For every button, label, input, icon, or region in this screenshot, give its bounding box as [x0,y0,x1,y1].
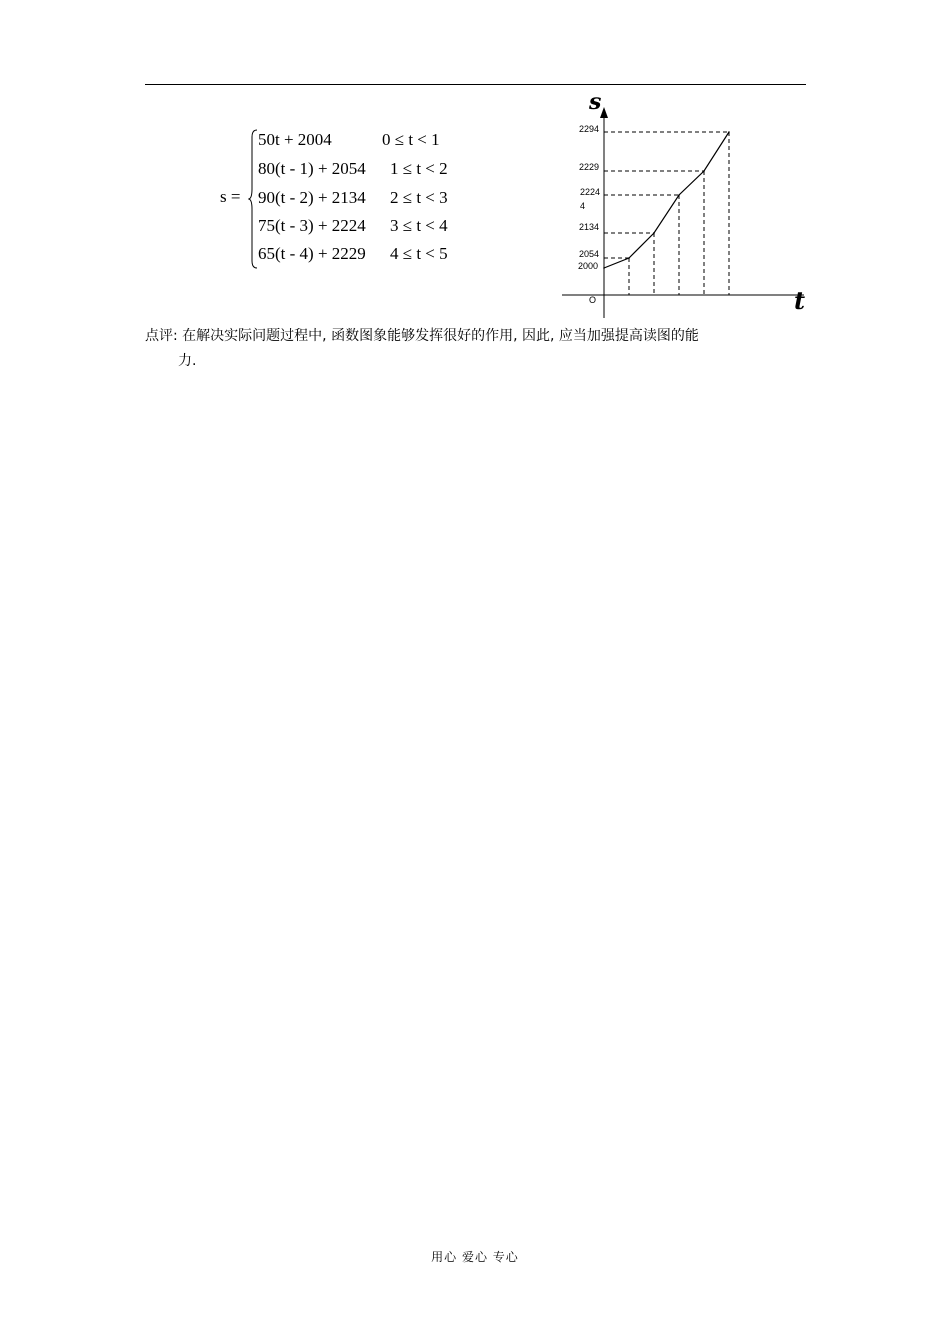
y-tick-label: 2054 [579,249,600,259]
data-point [653,232,655,234]
formula-expr: 90(t - 2) + 2134 [258,188,366,207]
y-tick-label: 2294 [579,124,600,134]
formula-condition: 4 ≤ t < 5 [390,244,448,263]
y-tick-label: 2229 [579,162,600,172]
formula-condition: 2 ≤ t < 3 [390,188,448,207]
y-tick-label: 2134 [579,222,600,232]
x-axis-label: t [794,286,806,315]
formula-expr: 80(t - 1) + 2054 [258,159,366,178]
comment-line: 力. [178,353,197,369]
data-point [728,131,730,133]
piecewise-formula [218,127,518,272]
formula-expr: 65(t - 4) + 2229 [258,244,366,263]
formula-condition: 1 ≤ t < 2 [390,159,448,178]
data-point [678,194,680,196]
y-tick-label: 4 [580,201,586,211]
formula-condition: 0 ≤ t < 1 [382,130,440,149]
data-point [603,267,605,269]
formula-lhs: s = [220,187,241,206]
y-tick-label: 2000 [578,261,599,271]
left-brace [248,129,258,269]
formula-expr: 75(t - 3) + 2224 [258,216,366,235]
formula-condition: 3 ≤ t < 4 [390,216,448,235]
y-tick-label: 2224 [580,187,601,197]
origin-label: O [589,295,597,305]
comment-line: 点评: 在解决实际问题过程中, 函数图象能够发挥很好的作用, 因此, 应当加强提高读图的能 [145,328,699,344]
header-rule [145,84,806,85]
comment-paragraph [145,324,810,374]
page-footer: 用心 爱心 专心 [431,1250,519,1264]
y-axis-label: s [589,89,602,115]
data-point [703,170,705,172]
formula-expr: 50t + 2004 [258,130,332,149]
s-t-graph [558,88,818,322]
series-line [604,132,729,268]
data-point [628,257,630,259]
